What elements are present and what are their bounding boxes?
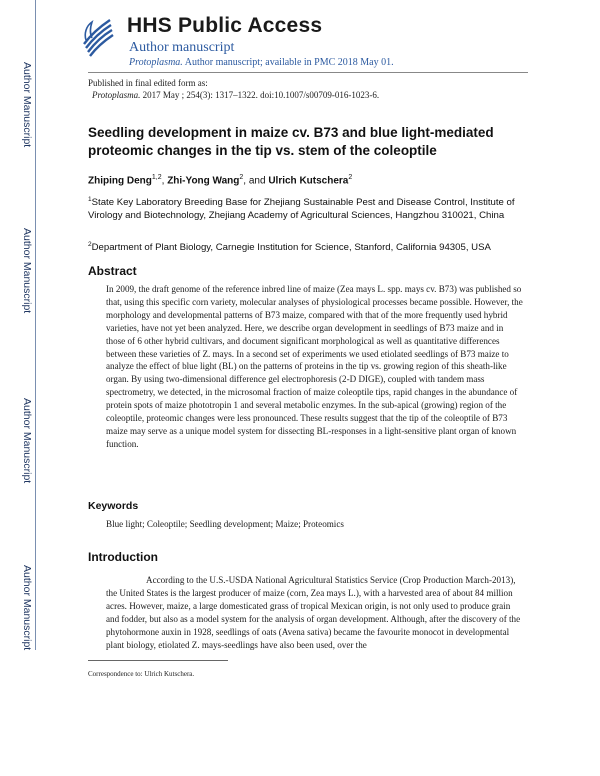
header-subtitle: Author manuscript — [129, 40, 235, 55]
keywords-text: Blue light; Coleoptile; Seedling development; Maize; Proteomics — [106, 519, 344, 529]
publication-citation — [88, 89, 379, 101]
affiliation-sup: 1 — [88, 196, 92, 203]
affiliation-text: Department of Plant Biology, Carnegie Institution for Science, Stanford, California 94305, USA — [91, 242, 491, 254]
side-label-author-manuscript: Author Manuscript — [21, 228, 33, 314]
author-name: Ulrich Kutschera — [268, 175, 349, 187]
paper-title: Seedling development in maize cv. B73 and blue light-mediated proteomic changes in the tip vs. stem of the coleoptile — [88, 125, 494, 158]
hhs-eagle-logo-icon — [80, 14, 114, 58]
author-affil-sup: 1,2 — [151, 174, 162, 181]
author-affil-sup: 2 — [348, 174, 353, 181]
side-label-author-manuscript: Author Manuscript — [21, 62, 33, 148]
margin-rule — [35, 0, 36, 650]
affiliation-1 — [88, 193, 518, 222]
affiliation-text: State Key Laboratory Breeding Base for Zhejiang Sustainable Pest and Disease Control, Institute of Virology and Biotechnology, Zhejiang Academy of Agricultural Sciences, Hangzhou 310021, China — [88, 197, 515, 222]
affiliation-2 — [88, 238, 518, 254]
citation-journal: Protoplasma. — [92, 90, 141, 100]
publication-label: Published in final edited form as: — [88, 78, 208, 88]
author-separator: , and — [243, 175, 269, 187]
side-label-author-manuscript: Author Manuscript — [21, 565, 33, 651]
header-availability: Author manuscript; available in PMC 2018 May 01. — [182, 57, 394, 68]
publication-info — [88, 77, 379, 101]
author-name: Zhi-Yong Wang — [167, 175, 240, 187]
header-divider — [88, 72, 528, 73]
footnote-divider — [88, 660, 228, 661]
author-name: Zhiping Deng — [88, 175, 152, 187]
correspondence-footnote: Correspondence to: Ulrich Kutschera. — [88, 670, 195, 678]
affiliation-sup: 2 — [88, 241, 92, 248]
abstract-body: In 2009, the draft genome of the reference inbred line of maize (Zea mays L. spp. mays cv. B73) was published so that, using this specific corn variety, molecular analyses of physiological processes became possible. However, the morphology and developmental patterns of B73 maize, compared with that of the more frequently used hybrid varieties, have not yet been analyzed. Here, we describe organ development in seedlings of B73 maize and in those of 6 other hybrid cultivars, and document significant morphological as well as quantitative differences between these varieties of Z. mays. In a second set of experiments we used etiolated seedlings of B73 maize to analyze the effect of blue light (BL) on the patterns of proteins in the tip vs. growing region of this sheath-like organ. By using two-dimensional difference gel electrophoresis (2-D DIGE), coupled with tandem mass spectrometry, we detected, in the microsomal fraction of maize coleoptile tips, rapid changes in the abundance of protein spots of maize phototropin 1 and several metabolic enzymes. In the sub-apical (growing) region of the coleoptile, proteomic changes were less pronounced. These results suggest that the tip of the coleoptile of B73 maize may serve as a unique model system for dissecting BL-responses in a light-sensitive plant organ of known function. — [106, 284, 523, 449]
keywords-heading: Keywords — [88, 500, 139, 512]
author-affil-sup: 2 — [239, 174, 244, 181]
side-label-author-manuscript: Author Manuscript — [21, 398, 33, 484]
author-list — [88, 174, 352, 186]
header-title: HHS Public Access — [127, 14, 323, 37]
citation-details: 2017 May ; 254(3): 1317–1322. doi:10.1007/s00709-016-1023-6. — [140, 90, 380, 100]
header-journal-note — [129, 57, 394, 68]
author-separator: , — [161, 175, 168, 187]
header-journal-name: Protoplasma. — [129, 57, 183, 68]
introduction-body: According to the U.S.-USDA National Agricultural Statistics Service (Crop Production March-2013), the United States is the largest producer of maize (corn, Zea mays L.), with a harvested area of about 84 million acres. However, maize, a large domesticated grass of tropical Mexican origin, is not only used to produce grain and fodder, but also as a model system for the analysis of organ development. Although, after the discovery of the phytohormone auxin in 1928, seedlings of oats (Avena sativa) became the favourite monocot in developmental plant biology, etiolated Z. mays-seedlings have also been used, over the — [106, 575, 521, 650]
abstract-heading: Abstract — [88, 264, 137, 278]
introduction-heading: Introduction — [88, 550, 158, 564]
